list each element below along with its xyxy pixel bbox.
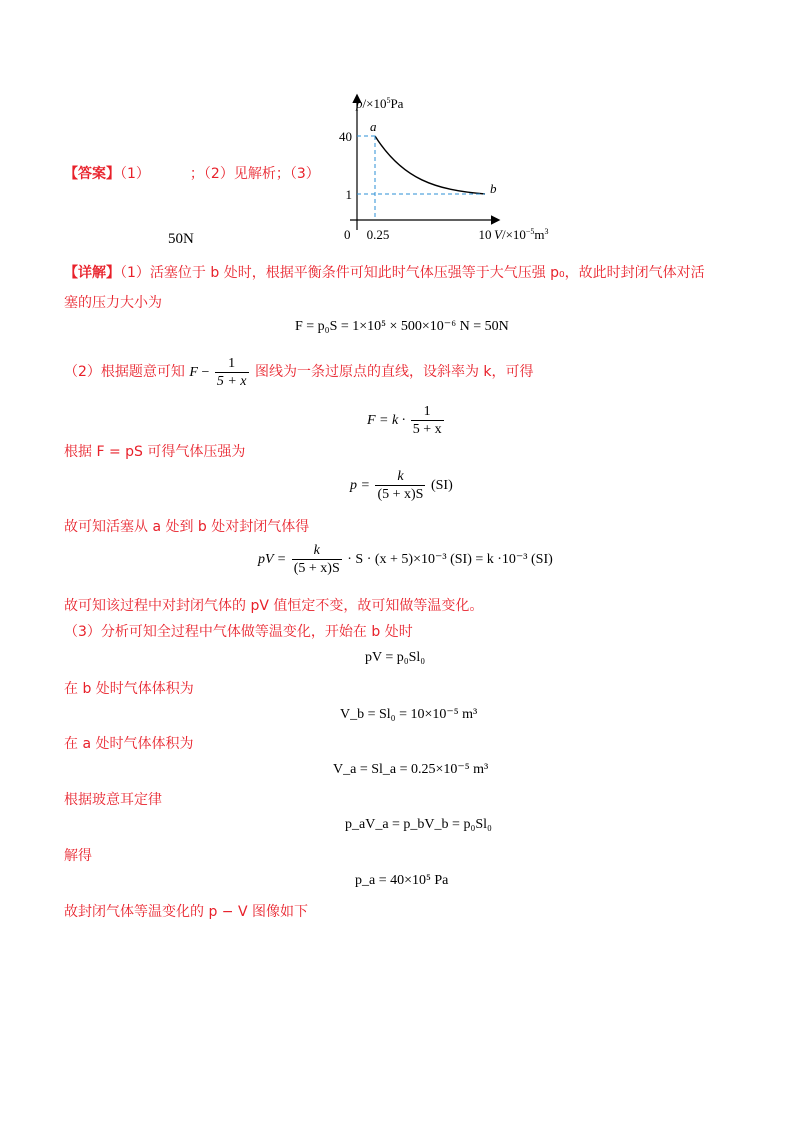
inline-frac-den: 5 + x: [216, 374, 247, 389]
answer-part2: （2）见解析；（3）: [203, 166, 320, 182]
detail-text-9: 在 a 处时气体体积为: [64, 736, 194, 752]
detail-text-11: 解得: [64, 848, 92, 864]
origin-label: 0: [344, 227, 351, 242]
equation-6: V_b = Sl₀ = 10×10⁻⁵ m³: [340, 707, 478, 722]
detail-text-3b: 图线为一条过原点的直线，设斜率为 k，可得: [254, 364, 534, 381]
equation-2-num: 1: [423, 404, 431, 419]
detail-text-12: 故封闭气体等温变化的 p − V 图像如下: [64, 904, 308, 920]
equation-5: pV = p₀Sl₀: [365, 650, 426, 665]
y-tick-label-0: 40: [339, 129, 352, 144]
answer-line: [64, 163, 320, 183]
answer-value-1: 50N: [168, 231, 194, 247]
x-tick-label-0: 0.25: [366, 227, 390, 242]
isotherm-curve: [375, 136, 485, 194]
y-tick-label-1: 1: [345, 187, 352, 202]
equation-4: [258, 543, 553, 577]
detail-line-3: （2）根据题意可知 F − $\frac{1}{5 + x}$ 图线为一条过原点的直线，设斜率为 k，可得: [64, 356, 534, 389]
equation-3-unit: (SI): [430, 478, 453, 494]
equation-2-lhs: F = k ·: [367, 413, 406, 429]
x-axis-label: $V/\times 10^{-5}m^3$: [494, 227, 549, 242]
detail-text-3a: （2）根据题意可知: [64, 364, 185, 381]
point-label-b: b: [490, 181, 497, 196]
equation-1: F = p₀S = 1×10⁵ × 500×10⁻⁶ N = 50N: [295, 319, 509, 334]
pv-chart: [320, 88, 570, 248]
y-axis-label: $p/\times 10^5Pa$: [356, 96, 404, 111]
equation-4-num: k: [313, 543, 320, 558]
point-label-a: a: [370, 119, 377, 134]
equation-2-den: 5 + x: [412, 422, 442, 437]
detail-label: 【详解】: [64, 265, 120, 281]
equation-8: p_aV_a = p_bV_b = p₀Sl₀: [345, 817, 492, 832]
detail-text-2: 塞的压力大小为: [64, 295, 162, 311]
equation-3-lhs: p =: [350, 478, 370, 494]
detail-text-7: （3）分析可知全过程中气体做等温变化，开始在 b 处时: [64, 624, 413, 640]
detail-text-6: 故可知该过程中对封闭气体的 pV 值恒定不变，故可知做等温变化。: [64, 598, 484, 614]
equation-4-lhs: pV =: [258, 552, 287, 568]
equation-4-rhs: · S · (x + 5)×10⁻³ (SI) = k ·10⁻³ (SI): [347, 552, 553, 568]
answer-separator: ；: [189, 166, 204, 182]
answer-part1: （1）: [120, 166, 150, 182]
inline-frac-num: 1: [228, 356, 236, 371]
detail-text-8: 在 b 处时气体体积为: [64, 681, 194, 697]
equation-2: [367, 404, 446, 438]
equation-3-num: k: [397, 469, 404, 484]
detail-text-10: 根据玻意耳定律: [64, 792, 162, 808]
detail-text-4: 根据 F = pS 可得气体压强为: [64, 444, 246, 460]
answer-label: 【答案】: [64, 166, 120, 182]
equation-7: V_a = Sl_a = 0.25×10⁻⁵ m³: [333, 762, 489, 777]
equation-3: [350, 469, 453, 503]
x-tick-label-1: 10: [478, 227, 492, 242]
equation-9: p_a = 40×10⁵ Pa: [355, 873, 449, 888]
detail-text-5: 故可知活塞从 a 处到 b 处对封闭气体得: [64, 519, 310, 535]
detail-text-1: （1）活塞位于 b 处时，根据平衡条件可知此时气体压强等于大气压强 p₀，故此时封闭气体对活: [120, 265, 705, 281]
detail-line-1: [64, 262, 705, 282]
equation-3-den: (5 + x)S: [377, 487, 424, 502]
equation-4-den: (5 + x)S: [293, 561, 340, 576]
